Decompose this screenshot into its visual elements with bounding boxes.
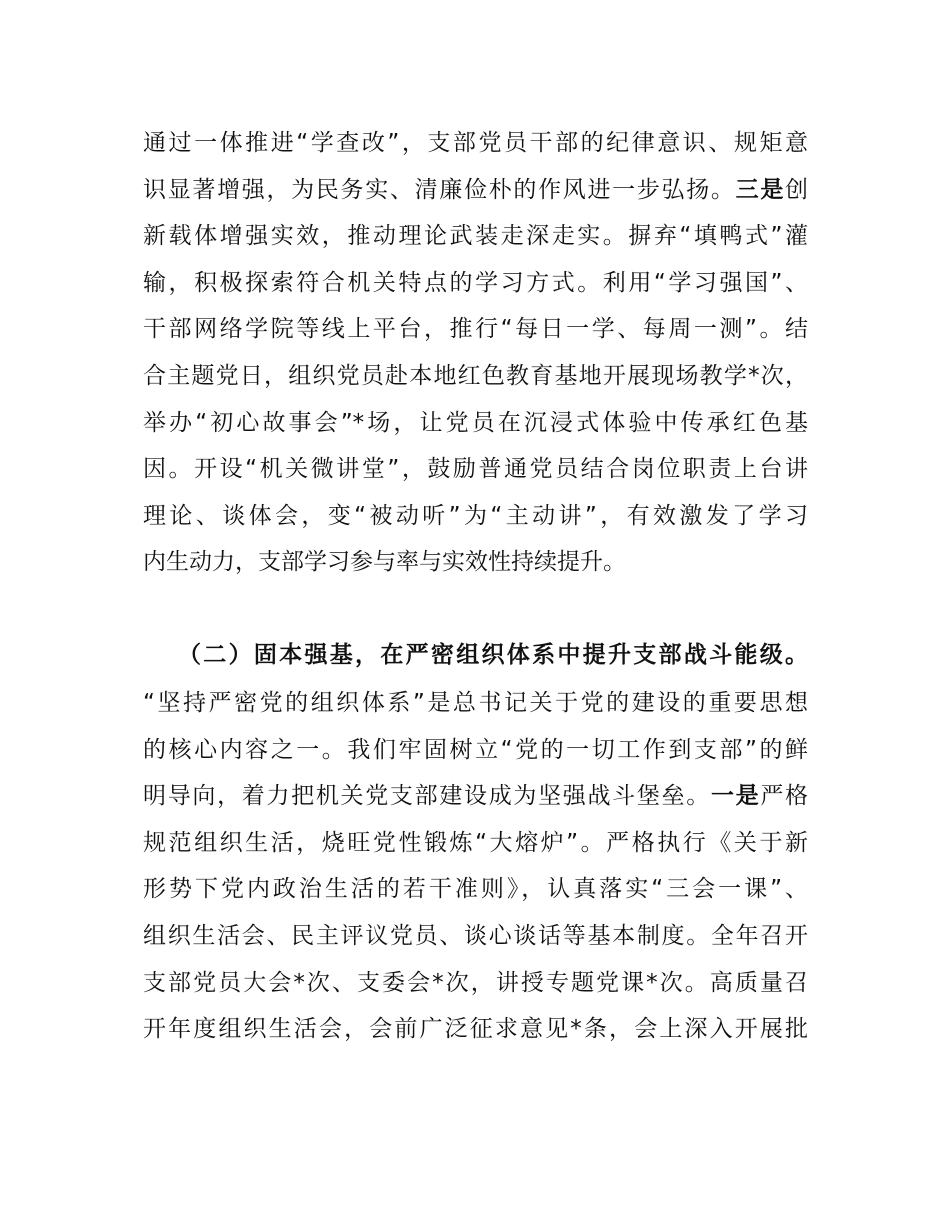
text-line <box>143 306 808 353</box>
text-line <box>143 446 808 493</box>
text-line <box>143 493 808 540</box>
bold-text: 三是 <box>735 176 786 203</box>
text-line <box>143 167 808 214</box>
text-line <box>143 213 808 260</box>
section-heading <box>178 632 808 679</box>
text-line <box>143 820 808 867</box>
text-line <box>143 773 808 820</box>
text-segment: “坚持严密党的组织体系”是总书记关于党的建设的重要思想 <box>143 690 808 716</box>
text-segment: 规范组织生活，烧旺党性锻炼“大熔炉”。严格执行《关于新 <box>143 829 808 856</box>
text-segment: 创 <box>785 176 808 203</box>
text-segment: 严格 <box>760 783 808 810</box>
text-segment: 干部网络学院等线上平台，推行“每日一学、每周一测”。结 <box>143 316 808 343</box>
text-line <box>143 866 808 913</box>
text-segment: 举办“初心故事会”*场，让党员在沉浸式体验中传承红色基 <box>143 409 808 436</box>
text-segment: 明导向，着力把机关党支部建设成为坚强战斗堡垒。 <box>143 783 711 810</box>
bold-text: 一是 <box>710 783 761 810</box>
text-line <box>143 539 808 586</box>
text-segment: 输，积极探索符合机关特点的学习方式。利用“学习强国”、 <box>143 269 808 296</box>
paragraph-1 <box>143 120 808 586</box>
text-segment: 通过一体推进“学查改”，支部党员干部的纪律意识、规矩意 <box>143 130 808 156</box>
text-segment: 合主题党日，组织党员赴本地红色教育基地开展现场教学*次， <box>143 362 808 389</box>
text-line <box>143 1006 808 1053</box>
text-line <box>143 960 808 1007</box>
text-line <box>143 400 808 447</box>
text-segment: 新载体增强实效，推动理论武装走深走实。摒弃“填鸭式”灌 <box>143 223 808 250</box>
text-segment: 支部党员大会*次、支委会*次，讲授专题党课*次。高质量召 <box>143 969 808 996</box>
text-line <box>143 680 808 727</box>
text-segment: 组织生活会、民主评议党员、谈心谈话等基本制度。全年召开 <box>143 922 808 949</box>
text-line <box>143 353 808 400</box>
text-segment: 因。开设“机关微讲堂”，鼓励普通党员结合岗位职责上台讲 <box>143 456 808 483</box>
text-segment: 形势下党内政治生活的若干准则》，认真落实“三会一课”、 <box>143 876 808 903</box>
text-segment: 理论、谈体会，变“被动听”为“主动讲”，有效激发了学习 <box>143 502 808 529</box>
text-line <box>143 260 808 307</box>
text-line <box>143 727 808 774</box>
heading-text: （二）固本强基，在严密组织体系中提升支部战斗能级。 <box>178 642 808 668</box>
text-segment: 开年度组织生活会，会前广泛征求意见*条，会上深入开展批 <box>143 1016 808 1043</box>
text-segment: 的核心内容之一。我们牢固树立“党的一切工作到支部”的鲜 <box>143 736 808 763</box>
text-segment: 识显著增强，为民务实、清廉俭朴的作风进一步弘扬。 <box>143 176 736 203</box>
text-line <box>143 913 808 960</box>
text-segment: 内生动力，支部学习参与率与实效性持续提升。 <box>143 549 626 576</box>
text-line <box>143 120 808 167</box>
paragraph-2 <box>143 680 808 1053</box>
